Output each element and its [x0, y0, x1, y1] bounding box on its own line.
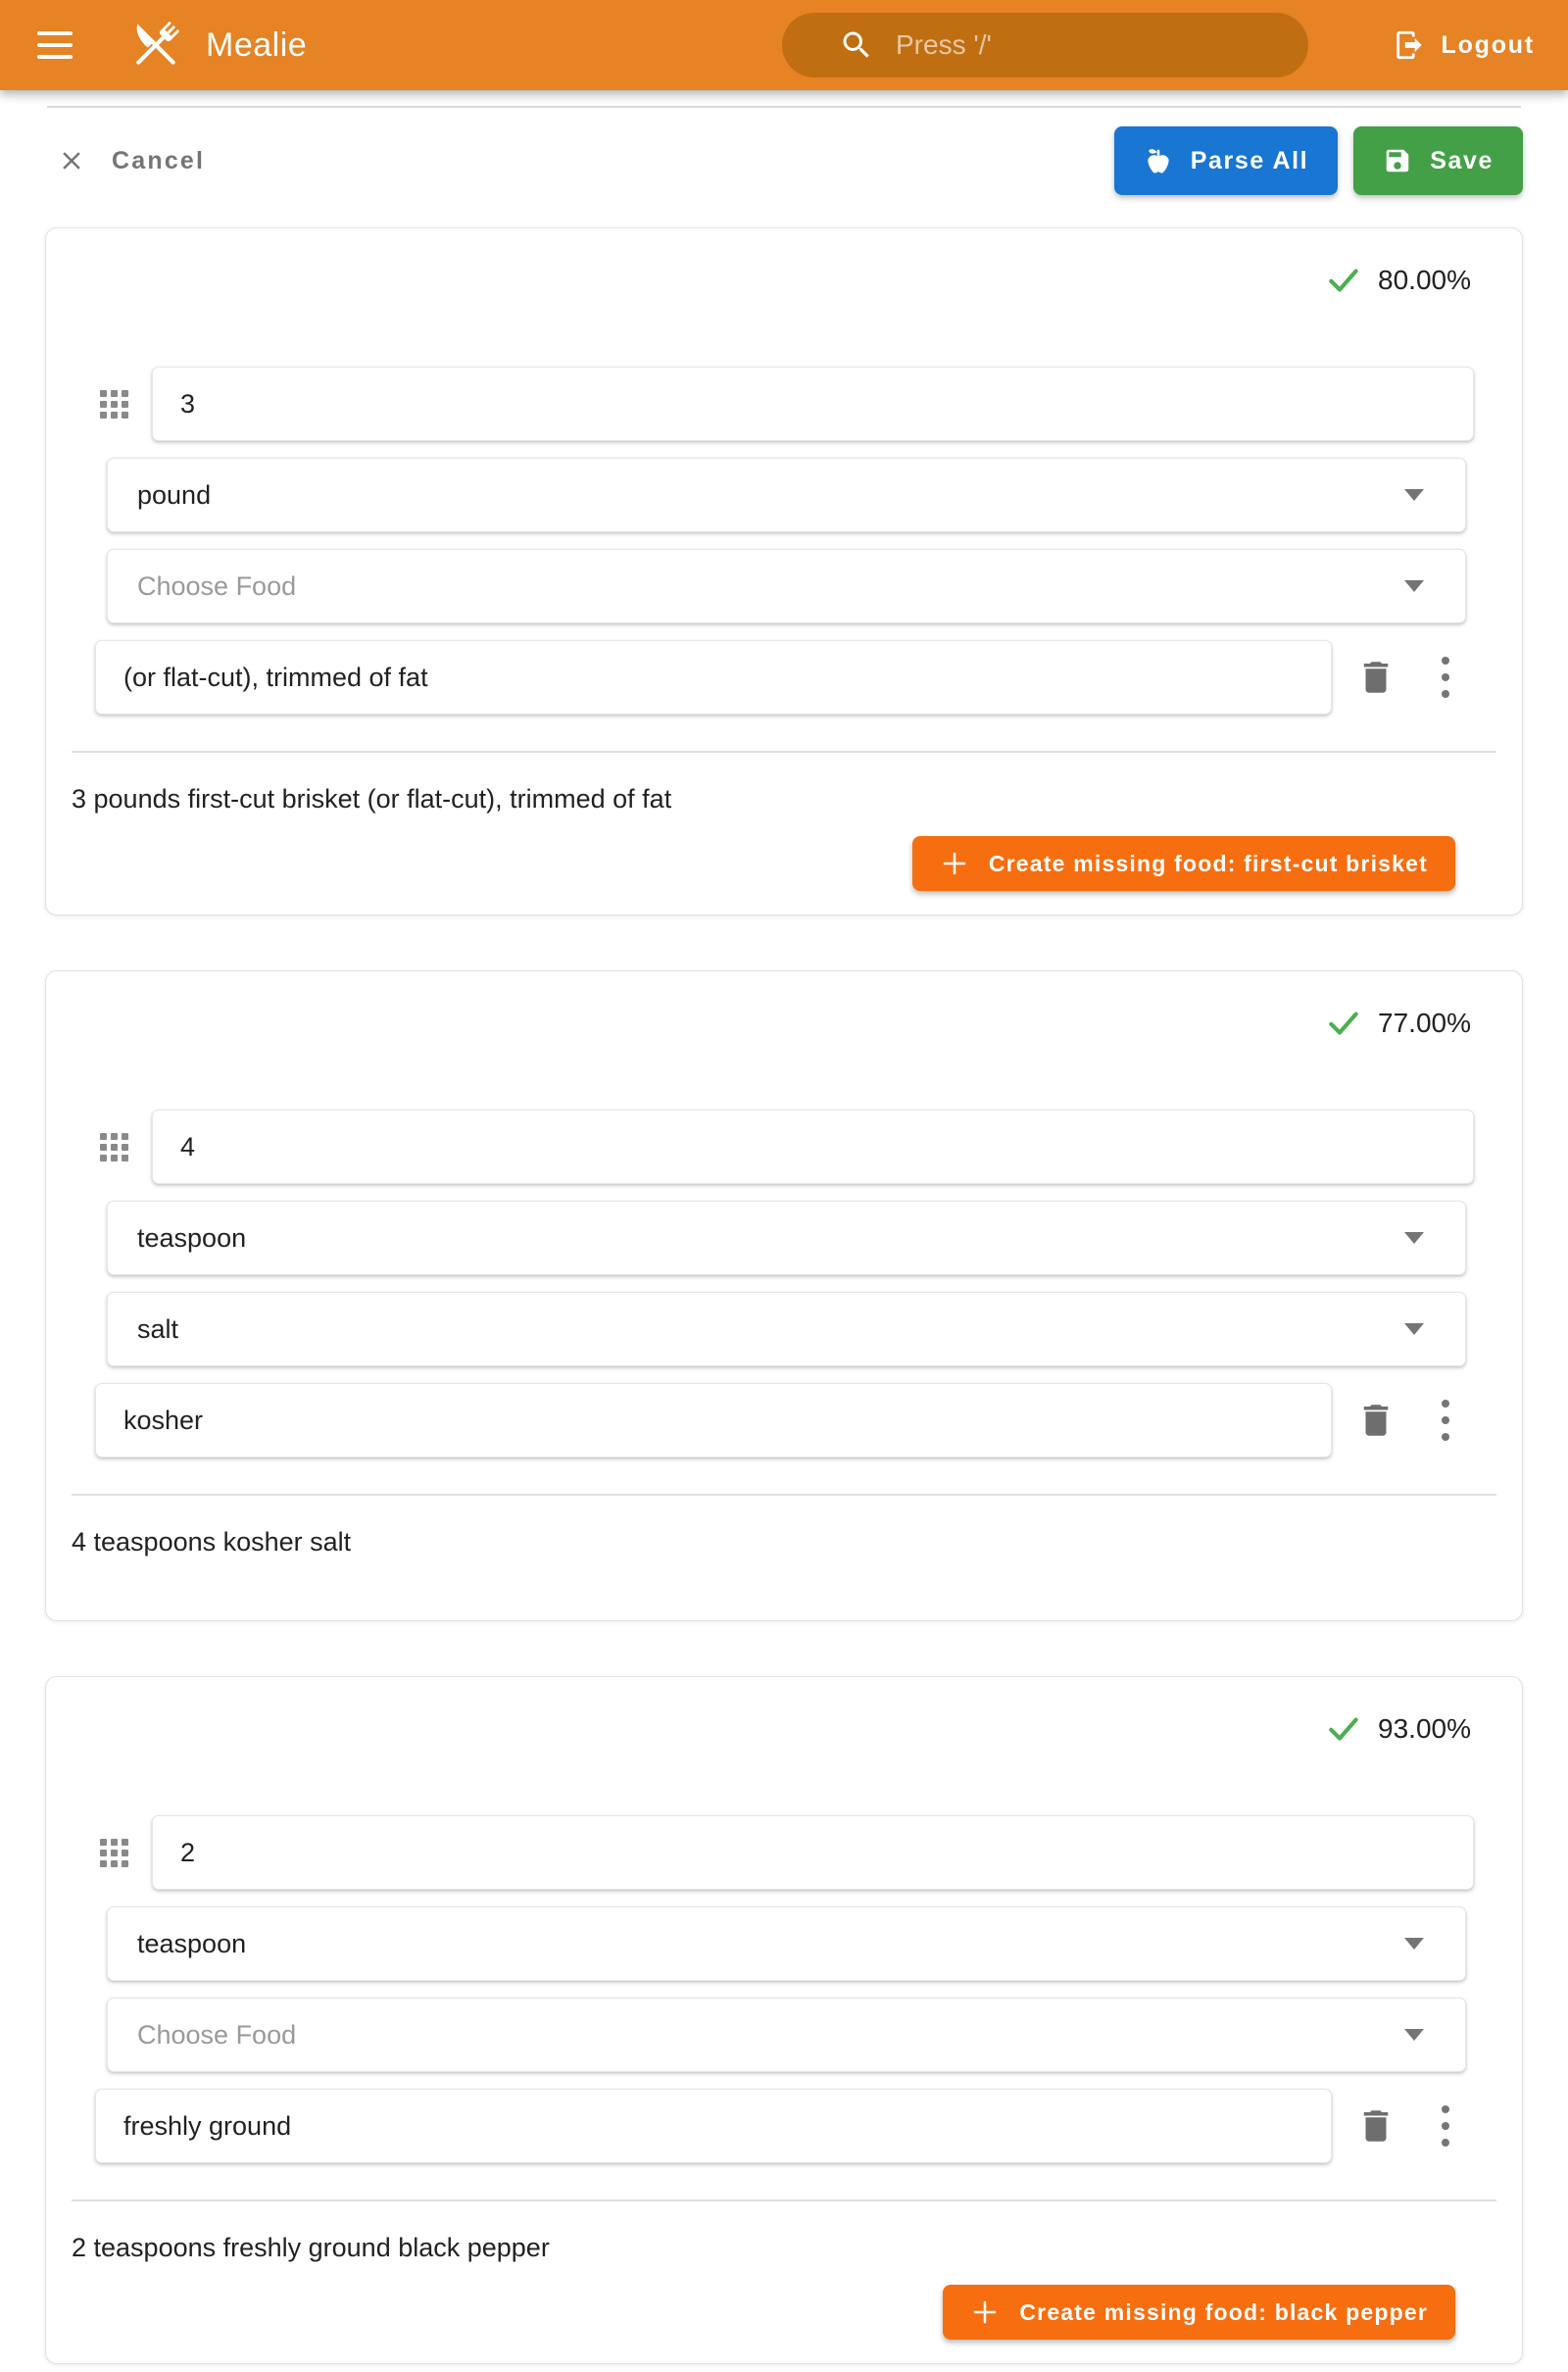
- create-missing-food-button[interactable]: [912, 836, 1455, 891]
- ingredient-card-list: [45, 227, 1523, 2364]
- unit-select[interactable]: [107, 458, 1466, 532]
- ingredient-card: [45, 970, 1523, 1621]
- drag-handle-icon[interactable]: [100, 390, 128, 419]
- create-missing-food-button[interactable]: [943, 2285, 1455, 2340]
- chevron-down-icon: [1404, 1323, 1424, 1335]
- unit-select[interactable]: [107, 1201, 1466, 1275]
- divider: [72, 1494, 1496, 1496]
- ingredient-parser-page: [0, 106, 1568, 2364]
- chevron-down-icon: [1404, 1232, 1424, 1244]
- divider: [72, 751, 1496, 753]
- amount-input[interactable]: [152, 1815, 1474, 1890]
- original-ingredient-text: 3 pounds first-cut brisket (or flat-cut), trimmed of fat: [72, 784, 672, 814]
- logout-button[interactable]: [1393, 0, 1535, 90]
- missing-food-row: [72, 2285, 1496, 2340]
- chevron-down-icon: [1404, 2029, 1424, 2041]
- kebab-menu-icon[interactable]: [1438, 1396, 1453, 1445]
- chevron-down-icon: [1404, 489, 1424, 501]
- confidence-row: [72, 262, 1496, 299]
- confidence-value: 77.00%: [1378, 1008, 1471, 1038]
- parse-all-button[interactable]: [1114, 126, 1338, 195]
- chevron-down-icon: [1404, 580, 1424, 592]
- save-label: Save: [1430, 146, 1494, 174]
- logout-icon: [1393, 28, 1426, 62]
- confidence-row: [72, 1710, 1496, 1748]
- note-input[interactable]: [95, 1383, 1332, 1458]
- ingredient-card: [45, 227, 1523, 915]
- chevron-down-icon: [1404, 1938, 1424, 1950]
- cancel-button[interactable]: [45, 146, 205, 175]
- create-missing-food-label: Create missing food: first-cut brisket: [988, 850, 1428, 876]
- create-missing-food-label: Create missing food: black pepper: [1019, 2298, 1428, 2325]
- search-bar[interactable]: [782, 13, 1308, 77]
- cancel-label: Cancel: [112, 146, 206, 174]
- plus-icon: [970, 2298, 1000, 2327]
- food-select[interactable]: [107, 1998, 1466, 2072]
- amount-row: [72, 1815, 1496, 1890]
- unit-select-value: pound: [137, 479, 212, 510]
- apple-icon: [1144, 146, 1173, 175]
- parser-toolbar: [45, 126, 1523, 195]
- search-icon: [839, 27, 874, 63]
- amount-input[interactable]: [152, 1110, 1474, 1184]
- note-input[interactable]: [95, 2089, 1332, 2163]
- delete-icon[interactable]: [1355, 1400, 1396, 1441]
- parse-all-label: Parse All: [1190, 146, 1309, 174]
- food-row: [72, 1998, 1496, 2072]
- food-select-value: Choose Food: [137, 2019, 297, 2050]
- unit-row: [72, 1906, 1496, 1981]
- app-title: Mealie: [206, 25, 308, 64]
- save-button[interactable]: [1353, 126, 1523, 195]
- check-icon: [1325, 1005, 1362, 1042]
- menu-icon[interactable]: [37, 22, 84, 69]
- food-select[interactable]: [107, 1292, 1466, 1366]
- unit-select-value: teaspoon: [137, 1928, 247, 1958]
- unit-row: [72, 1201, 1496, 1275]
- original-ingredient-text: 2 teaspoons freshly ground black pepper: [72, 2233, 550, 2262]
- drag-handle-icon[interactable]: [100, 1133, 128, 1161]
- food-select[interactable]: [107, 549, 1466, 623]
- divider: [47, 106, 1521, 108]
- food-select-value: salt: [137, 1313, 179, 1344]
- note-row: [72, 1383, 1496, 1458]
- missing-food-row: [72, 836, 1496, 891]
- check-icon: [1325, 1710, 1362, 1748]
- original-ingredient-text: 4 teaspoons kosher salt: [72, 1527, 352, 1557]
- note-input[interactable]: [95, 640, 1332, 715]
- kebab-menu-icon[interactable]: [1438, 2101, 1453, 2150]
- delete-icon[interactable]: [1355, 657, 1396, 698]
- close-icon: [57, 146, 86, 175]
- mealie-logo-icon: [125, 15, 186, 75]
- amount-row: [72, 1110, 1496, 1184]
- unit-select-value: teaspoon: [137, 1222, 247, 1253]
- food-select-value: Choose Food: [137, 570, 297, 601]
- unit-select[interactable]: [107, 1906, 1466, 1981]
- delete-icon[interactable]: [1355, 2105, 1396, 2147]
- confidence-row: [72, 1005, 1496, 1042]
- food-row: [72, 1292, 1496, 1366]
- divider: [72, 2199, 1496, 2201]
- drag-handle-icon[interactable]: [100, 1839, 128, 1867]
- plus-icon: [940, 849, 969, 878]
- search-input[interactable]: [896, 29, 1219, 61]
- note-row: [72, 640, 1496, 715]
- confidence-value: 93.00%: [1378, 1713, 1471, 1744]
- app-bar: [0, 0, 1568, 90]
- ingredient-card: [45, 1676, 1523, 2364]
- logout-label: Logout: [1441, 30, 1535, 59]
- amount-input[interactable]: [152, 367, 1474, 441]
- confidence-value: 80.00%: [1378, 265, 1471, 295]
- food-row: [72, 549, 1496, 623]
- check-icon: [1325, 262, 1362, 299]
- save-icon: [1383, 146, 1412, 175]
- unit-row: [72, 458, 1496, 532]
- note-row: [72, 2089, 1496, 2163]
- kebab-menu-icon[interactable]: [1438, 653, 1453, 702]
- amount-row: [72, 367, 1496, 441]
